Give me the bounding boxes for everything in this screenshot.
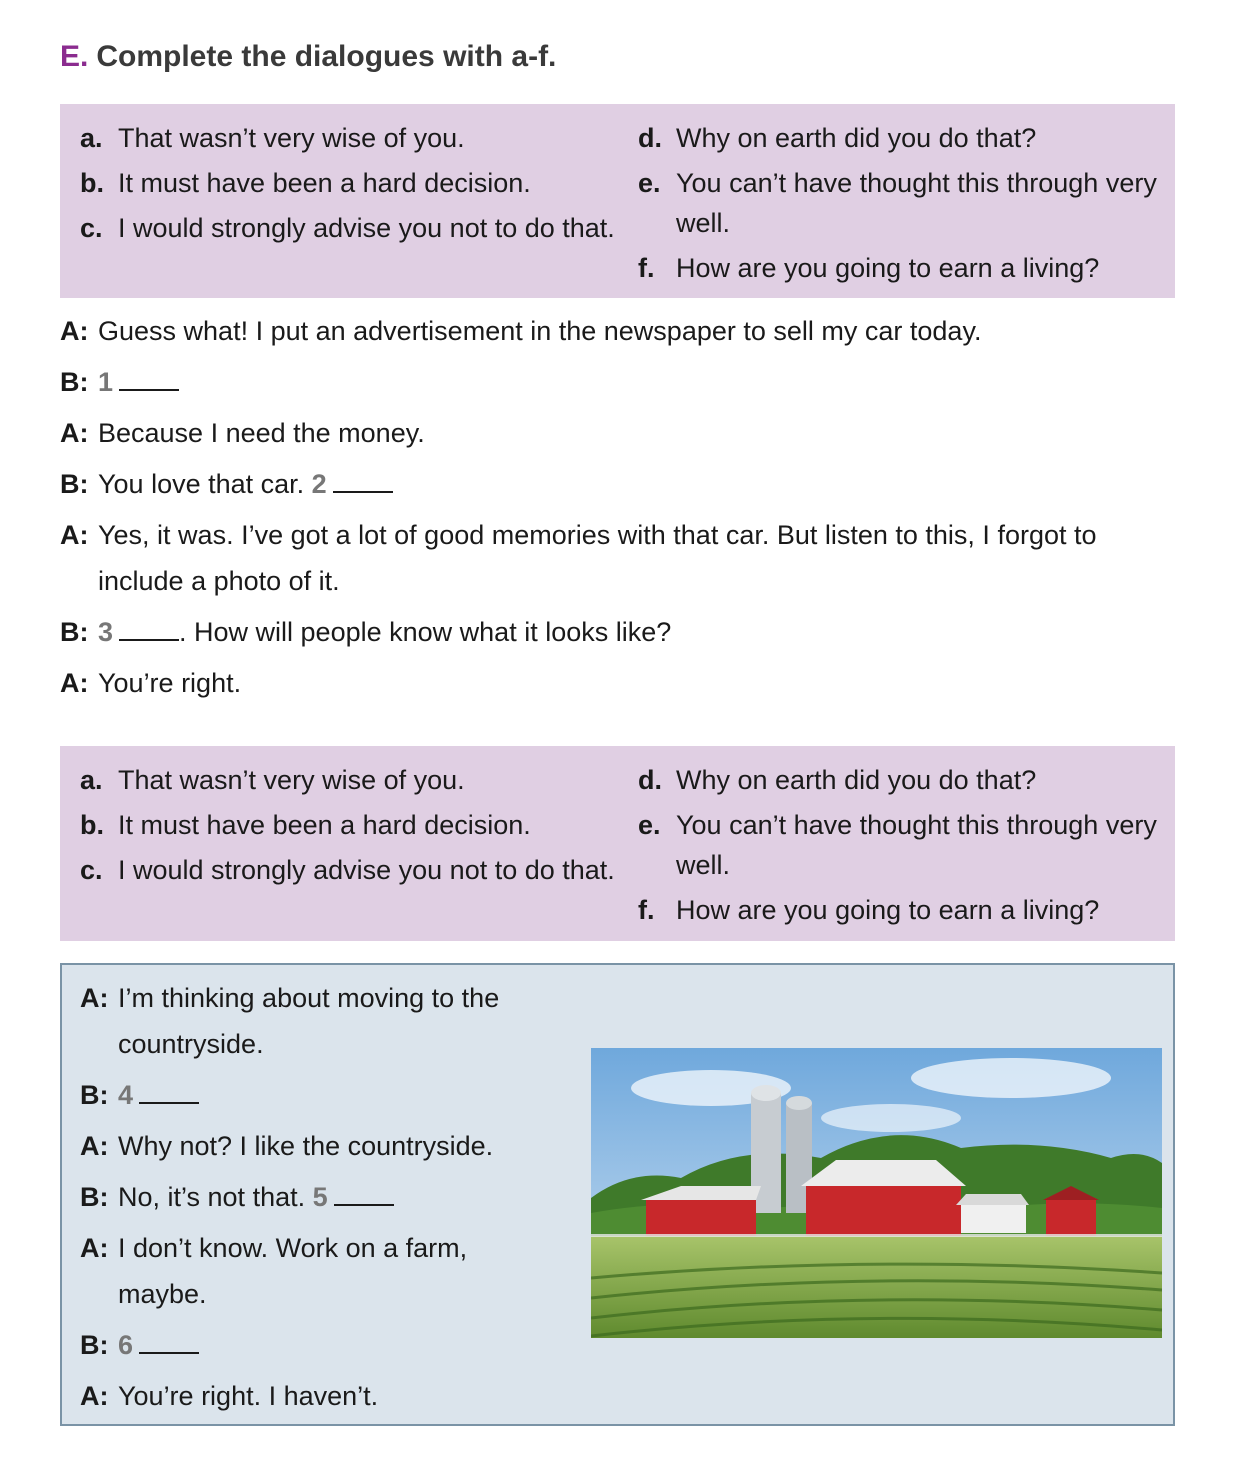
option-key: f. (638, 253, 655, 283)
option-key: d. (638, 123, 662, 153)
speaker-label: A: (80, 983, 109, 1013)
option-a (80, 118, 620, 158)
option-key: c. (80, 213, 103, 243)
speaker-label: A: (60, 668, 89, 698)
shed (961, 1203, 1026, 1233)
exercise-heading (60, 40, 556, 74)
option-b (80, 163, 620, 203)
option-text: How are you going to earn a living? (676, 895, 1100, 925)
option-text: You can’t have thought this through very well. (676, 810, 1157, 880)
barn-small (646, 1198, 756, 1238)
option-key: f. (638, 895, 655, 925)
exercise-letter: E. (60, 40, 89, 73)
dialogue-line (80, 1123, 560, 1169)
option-d (638, 760, 1168, 800)
silo-dome (751, 1085, 781, 1101)
gap-number: 6 (118, 1330, 134, 1360)
dialogue-line (80, 1174, 560, 1220)
option-key: e. (638, 810, 661, 840)
dialogue-line (60, 609, 1175, 655)
speaker-label: B: (60, 617, 89, 647)
line-text: I’m thinking about moving to the countryside. (118, 983, 500, 1059)
answer-gap[interactable] (119, 617, 179, 641)
shed-roof (956, 1194, 1029, 1205)
dialogue-line (60, 308, 1175, 354)
option-e (638, 805, 1168, 885)
dialogue-line (80, 1322, 560, 1368)
option-key: c. (80, 855, 103, 885)
option-b (80, 805, 620, 845)
option-text: How are you going to earn a living? (676, 253, 1100, 283)
gap-number: 5 (312, 1182, 328, 1212)
options-box-repeat (60, 746, 1175, 941)
speaker-label: A: (80, 1131, 109, 1161)
cloud (821, 1104, 961, 1132)
speaker-label: A: (80, 1381, 109, 1411)
speaker-label: B: (60, 469, 89, 499)
line-text: Yes, it was. I’ve got a lot of good memories with that car. But listen to this, I forgot to include a photo of it. (98, 520, 1097, 596)
line-text: You’re right. I haven’t. (118, 1381, 379, 1411)
gap-number: 4 (118, 1080, 134, 1110)
dialogue-line (60, 410, 1175, 456)
option-text: Why on earth did you do that? (676, 765, 1037, 795)
exercise-instruction: Complete the dialogues with a-f. (96, 40, 557, 73)
dialogue-line (80, 975, 560, 1067)
options-box (60, 104, 1175, 298)
speaker-label: B: (80, 1330, 109, 1360)
line-text: Because I need the money. (98, 418, 425, 448)
option-text: It must have been a hard decision. (118, 168, 531, 198)
option-text: I would strongly advise you not to do that. (118, 855, 615, 885)
option-text: That wasn’t very wise of you. (118, 123, 465, 153)
option-key: a. (80, 765, 103, 795)
line-text: You love that car. (98, 469, 305, 499)
option-f (638, 890, 1168, 930)
option-text: I would strongly advise you not to do that. (118, 213, 615, 243)
cloud (911, 1058, 1111, 1098)
barn-far (1046, 1198, 1096, 1236)
speaker-label: B: (60, 367, 89, 397)
answer-gap[interactable] (334, 1182, 394, 1206)
dialogue-line (60, 461, 1175, 507)
gap-number: 3 (98, 617, 114, 647)
option-key: b. (80, 810, 104, 840)
option-d (638, 118, 1168, 158)
line-text: Guess what! I put an advertisement in the newspaper to sell my car today. (98, 316, 982, 346)
dialogue-line (60, 512, 1175, 604)
dialogue-line (80, 1373, 560, 1419)
speaker-label: A: (80, 1233, 109, 1263)
farm-photo (591, 1048, 1162, 1338)
option-e (638, 163, 1168, 243)
option-text: It must have been a hard decision. (118, 810, 531, 840)
line-text: Why not? I like the countryside. (118, 1131, 494, 1161)
option-text: You can’t have thought this through very well. (676, 168, 1157, 238)
speaker-label: A: (60, 316, 89, 346)
option-key: a. (80, 123, 103, 153)
answer-gap[interactable] (119, 367, 179, 391)
option-text: That wasn’t very wise of you. (118, 765, 465, 795)
fence (591, 1234, 1162, 1237)
option-c (80, 208, 620, 248)
answer-gap[interactable] (333, 469, 393, 493)
dialogue-line (80, 1225, 560, 1317)
line-text: No, it’s not that. (118, 1182, 306, 1212)
option-text: Why on earth did you do that? (676, 123, 1037, 153)
dialogue-line (80, 1072, 560, 1118)
option-c (80, 850, 620, 890)
gap-number: 1 (98, 367, 114, 397)
dialogue-1 (60, 308, 1175, 711)
answer-gap[interactable] (139, 1330, 199, 1354)
gap-number: 2 (311, 469, 327, 499)
dialogue-line (60, 359, 1175, 405)
option-key: e. (638, 168, 661, 198)
option-key: b. (80, 168, 104, 198)
speaker-label: B: (80, 1182, 109, 1212)
option-f (638, 248, 1168, 288)
dialogue-2 (80, 975, 560, 1424)
speaker-label: A: (60, 520, 89, 550)
line-text: You’re right. (98, 668, 242, 698)
option-a (80, 760, 620, 800)
dialogue-line (60, 660, 1175, 706)
line-text: I don’t know. Work on a farm, maybe. (118, 1233, 468, 1309)
line-text: . How will people know what it looks like? (179, 617, 672, 647)
answer-gap[interactable] (139, 1080, 199, 1104)
speaker-label: B: (80, 1080, 109, 1110)
speaker-label: A: (60, 418, 89, 448)
silo-dome (786, 1096, 812, 1110)
option-key: d. (638, 765, 662, 795)
